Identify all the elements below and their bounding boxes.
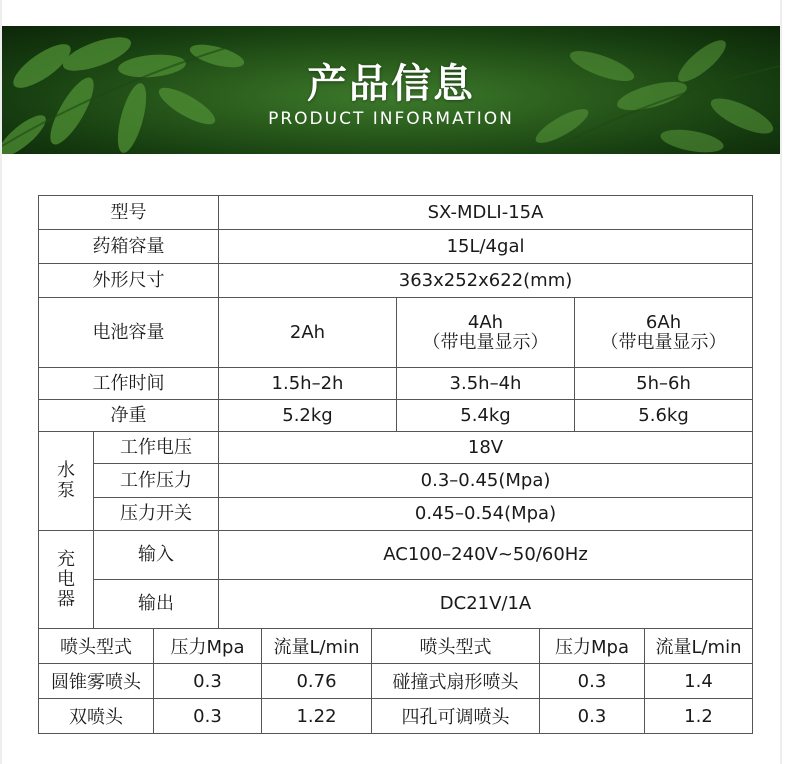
battery-option-4ah — [397, 298, 575, 368]
charger-input-label: 输入 — [94, 531, 219, 580]
battery-option-6ah — [575, 298, 753, 368]
pump-switch-value: 0.45–0.54(Mpa) — [219, 498, 753, 531]
work-time-value: 1.5h–2h — [219, 368, 397, 400]
battery-value: 2Ah — [289, 321, 326, 343]
nozzle-table — [38, 628, 753, 734]
net-weight-value: 5.2kg — [219, 400, 397, 432]
spec-row-work-time — [39, 368, 753, 400]
nozzle-cell: 双喷头 — [39, 699, 154, 734]
spec-row-charger-input — [39, 531, 753, 580]
tank-value: 15L/4gal — [219, 230, 753, 264]
nozzle-header: 流量L/min — [262, 629, 372, 664]
nozzle-header-row — [39, 629, 753, 664]
table-row — [39, 699, 753, 734]
pump-char: 水 — [57, 460, 75, 481]
page-title: 产品信息 — [307, 61, 475, 107]
net-weight-value: 5.4kg — [397, 400, 575, 432]
charger-char: 电 — [57, 568, 75, 590]
charger-group-label — [39, 531, 94, 629]
work-time-label: 工作时间 — [39, 368, 219, 400]
spec-row-pump-voltage — [39, 432, 753, 464]
nozzle-header: 喷头型式 — [39, 629, 154, 664]
pump-pressure-label: 工作压力 — [94, 464, 219, 498]
nozzle-header: 流量L/min — [645, 629, 753, 664]
battery-note: （带电量显示） — [422, 331, 549, 353]
pump-voltage-value: 18V — [219, 432, 753, 464]
charger-char: 充 — [57, 548, 75, 570]
work-time-value: 5h–6h — [575, 368, 753, 400]
battery-note: （带电量显示） — [600, 331, 727, 353]
spec-row-size — [39, 264, 753, 298]
battery-value: 4Ah — [467, 311, 504, 333]
tank-label: 药箱容量 — [39, 230, 219, 264]
charger-output-label: 输出 — [94, 580, 219, 629]
right-edge — [780, 0, 782, 764]
pump-pressure-value: 0.3–0.45(Mpa) — [219, 464, 753, 498]
nozzle-cell: 0.3 — [154, 664, 262, 699]
spec-row-charger-output — [39, 580, 753, 629]
spec-table — [38, 195, 753, 629]
nozzle-cell: 1.2 — [645, 699, 753, 734]
net-weight-value: 5.6kg — [575, 400, 753, 432]
nozzle-header: 喷头型式 — [372, 629, 540, 664]
nozzle-header: 压力Mpa — [540, 629, 645, 664]
spec-row-model — [39, 196, 753, 230]
nozzle-cell: 碰撞式扇形喷头 — [372, 664, 540, 699]
nozzle-cell: 1.4 — [645, 664, 753, 699]
pump-switch-label: 压力开关 — [94, 498, 219, 531]
charger-input-value: AC100–240V~50/60Hz — [219, 531, 753, 580]
work-time-value: 3.5h–4h — [397, 368, 575, 400]
pump-char: 泵 — [57, 480, 75, 501]
size-label: 外形尺寸 — [39, 264, 219, 298]
charger-output-value: DC21V/1A — [219, 580, 753, 629]
size-value: 363x252x622(mm) — [219, 264, 753, 298]
nozzle-cell: 0.3 — [540, 664, 645, 699]
table-row — [39, 664, 753, 699]
charger-char: 器 — [57, 588, 75, 610]
nozzle-cell: 1.22 — [262, 699, 372, 734]
pump-group-label — [39, 432, 94, 531]
nozzle-cell: 圆锥雾喷头 — [39, 664, 154, 699]
net-weight-label: 净重 — [39, 400, 219, 432]
nozzle-cell: 0.3 — [540, 699, 645, 734]
header-banner — [2, 26, 780, 154]
spec-row-pump-pressure — [39, 464, 753, 498]
spec-row-tank — [39, 230, 753, 264]
battery-label: 电池容量 — [39, 298, 219, 368]
page-subtitle: PRODUCT INFORMATION — [268, 109, 514, 129]
spec-row-battery — [39, 298, 753, 368]
nozzle-cell: 0.76 — [262, 664, 372, 699]
battery-option-2ah — [219, 298, 397, 368]
nozzle-cell: 0.3 — [154, 699, 262, 734]
spec-row-pump-switch — [39, 498, 753, 531]
battery-value: 6Ah — [645, 311, 682, 333]
model-label: 型号 — [39, 196, 219, 230]
pump-voltage-label: 工作电压 — [94, 432, 219, 464]
nozzle-cell: 四孔可调喷头 — [372, 699, 540, 734]
model-value: SX-MDLI-15A — [219, 196, 753, 230]
nozzle-header: 压力Mpa — [154, 629, 262, 664]
spec-row-net-weight — [39, 400, 753, 432]
